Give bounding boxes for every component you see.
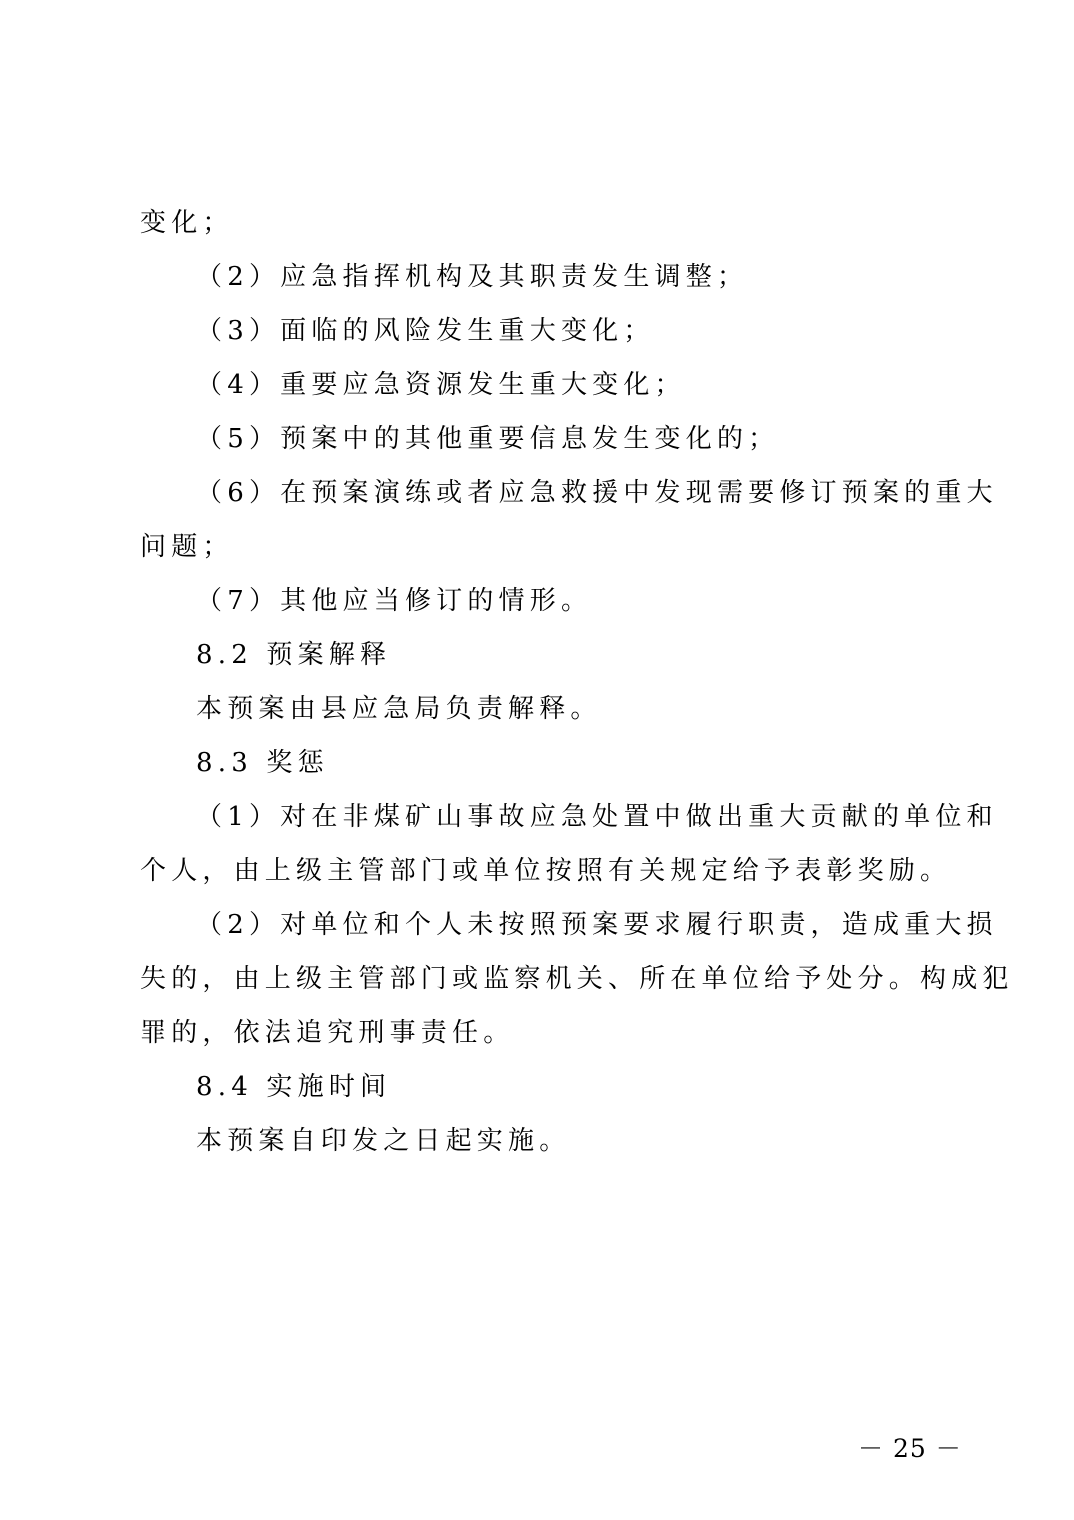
list-item-4: （4）重要应急资源发生重大变化； (196, 370, 686, 400)
text-line: 变化； (140, 208, 234, 238)
list-item-2: （2）对单位和个人未按照预案要求履行职责，造成重大损 (196, 910, 998, 940)
list-item-5: （5）预案中的其他重要信息发生变化的； (196, 424, 780, 454)
list-item-1: （1）对在非煤矿山事故应急处置中做出重大贡献的单位和 (196, 802, 998, 832)
section-heading-8-2: 8.2 预案解释 (196, 640, 392, 670)
section-heading-8-3: 8.3 奖惩 (196, 748, 329, 778)
paragraph: 本预案由县应急局负责解释。 (196, 694, 602, 724)
text-line: 个人，由上级主管部门或单位按照有关规定给予表彰奖励。 (140, 856, 952, 886)
text-line: 问题； (140, 532, 234, 562)
list-item-2: （2）应急指挥机构及其职责发生调整； (196, 262, 749, 292)
paragraph: 本预案自印发之日起实施。 (196, 1126, 571, 1156)
page-number: － 25 － (858, 1434, 962, 1463)
list-item-7: （7）其他应当修订的情形。 (196, 586, 593, 616)
section-heading-8-4: 8.4 实施时间 (196, 1072, 392, 1102)
list-item-3: （3）面临的风险发生重大变化； (196, 316, 655, 346)
text-line: 罪的，依法追究刑事责任。 (140, 1018, 515, 1048)
text-line: 失的，由上级主管部门或监察机关、所在单位给予处分。构成犯 (140, 964, 1014, 994)
list-item-6: （6）在预案演练或者应急救援中发现需要修订预案的重大 (196, 478, 998, 508)
